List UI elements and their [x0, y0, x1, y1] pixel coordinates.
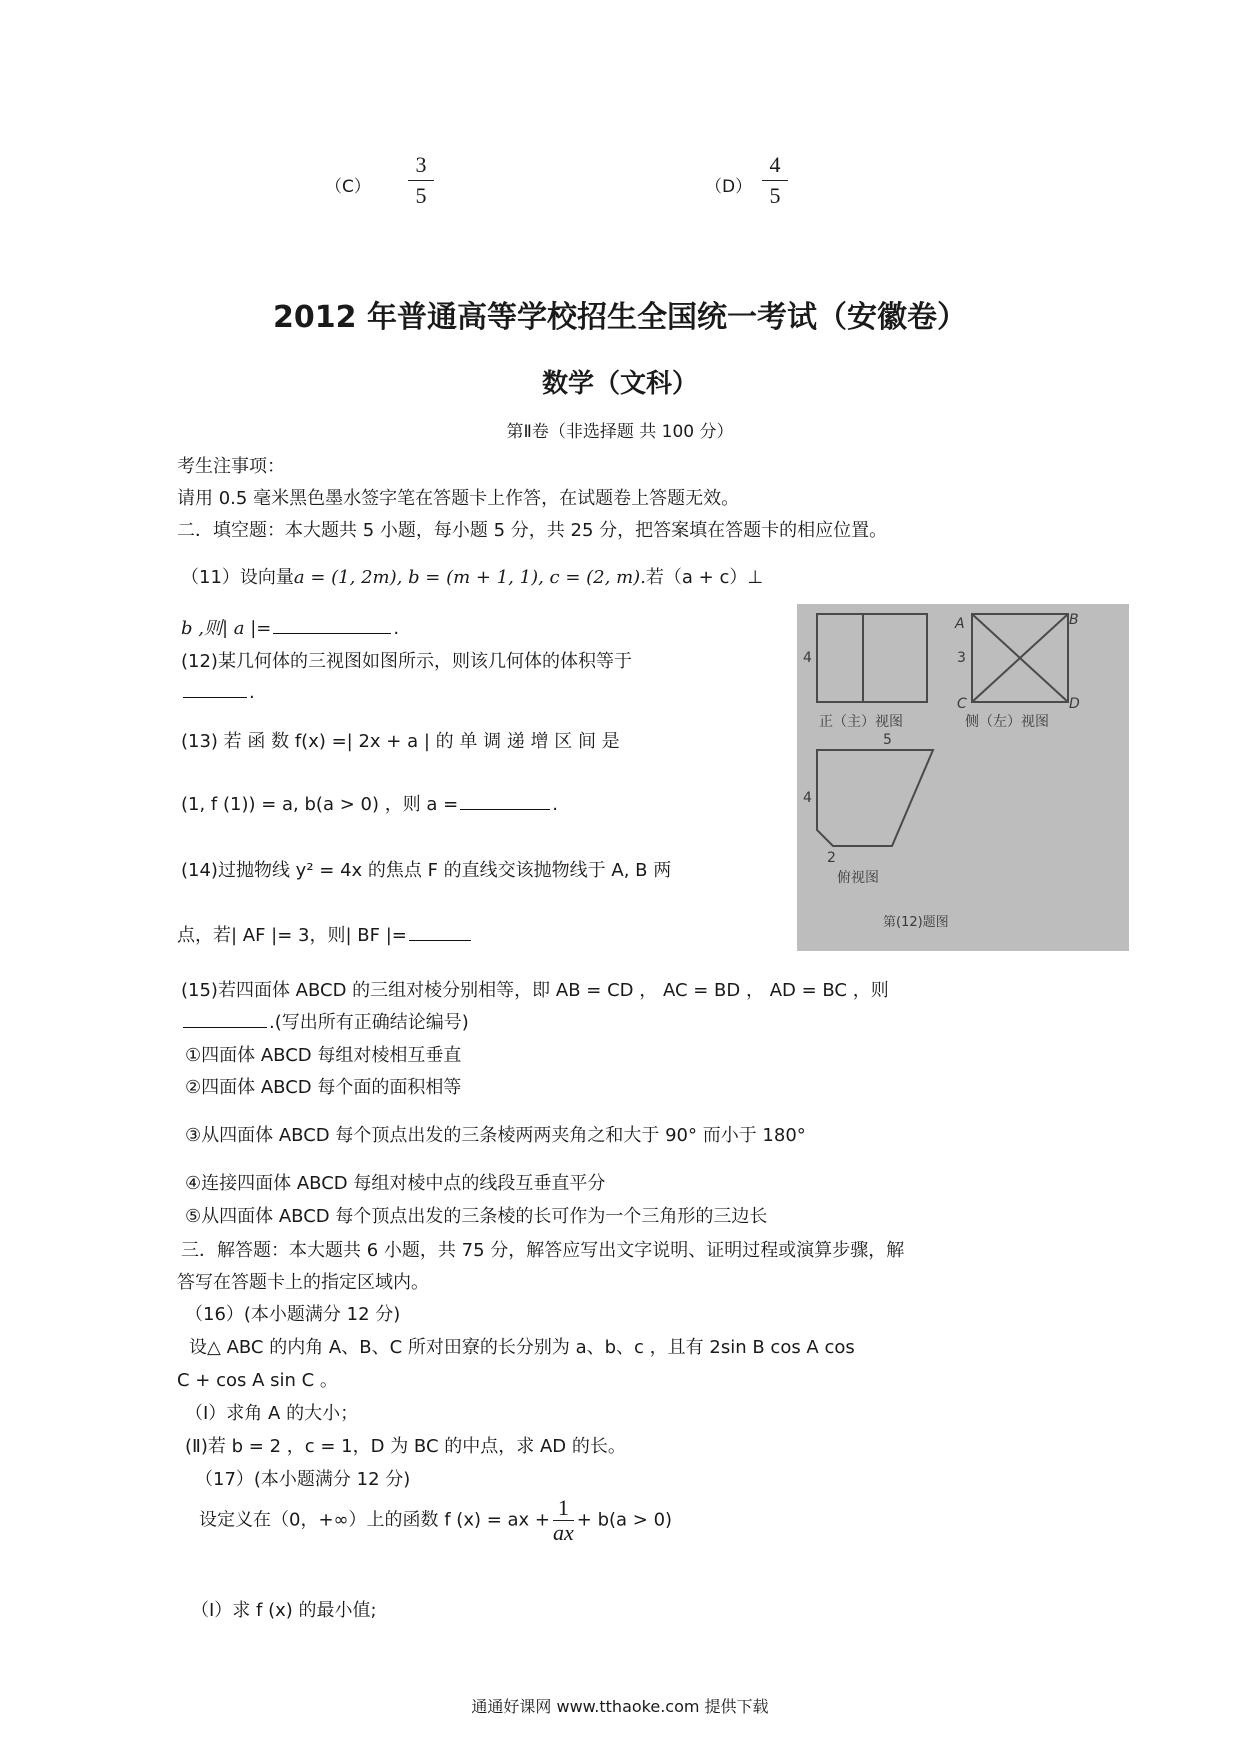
q11-line2: b ,则| a |= . — [181, 618, 400, 639]
option-d-fraction — [762, 152, 788, 209]
part3-heading-line1: 三．解答题：本大题共 6 小题，共 75 分，解答应写出文字说明、证明过程或演算步骤，解 — [181, 1240, 905, 1261]
three-view-figure — [797, 604, 1129, 951]
pt-c: C — [957, 696, 967, 712]
q17-func-suffix: + b(a > 0) — [576, 1509, 673, 1531]
label-front-view: 正（主）视图 — [819, 714, 903, 730]
q14-line2 — [177, 921, 473, 947]
part3-heading-line2: 答写在答题卡上的指定区域内。 — [177, 1272, 429, 1293]
q11-line1 — [181, 563, 763, 589]
q15-answer-blank — [183, 1026, 267, 1028]
dim-4-front: 4 — [803, 650, 812, 666]
q12-line2: . — [181, 682, 255, 703]
q16-head: （16）(本小题满分 12 分) — [185, 1304, 401, 1325]
q16-part2: (Ⅱ)若 b = 2 ，c = 1，D 为 BC 的中点，求 AD 的长。 — [185, 1436, 626, 1457]
pt-b: B — [1069, 612, 1079, 628]
q17-frac-den: ax — [553, 1520, 574, 1545]
q11-answer-blank — [273, 632, 391, 634]
q15-line2 — [181, 1008, 469, 1034]
option-c-numerator: 3 — [408, 152, 434, 181]
q13-ask: (1, f (1)) = a, b(a > 0) ，则 a = — [181, 794, 459, 815]
dim-4-top: 4 — [803, 790, 812, 806]
dim-5-top: 5 — [883, 732, 892, 748]
q13-line1: (13) 若 函 数 f(x) =| 2x + a | 的 单 调 递 增 区 间 是 — [181, 731, 620, 752]
q11-vectors: a = (1, 2m), b = (m + 1, 1), c = (2, m). — [293, 567, 646, 588]
pt-a: A — [955, 616, 965, 632]
label-top-view: 俯视图 — [837, 870, 879, 886]
figure-caption: 第(12)题图 — [883, 915, 949, 930]
q16-line2: C + cos A sin C 。 — [177, 1370, 338, 1391]
q15-item-1: ①四面体 ABCD 每组对棱相互垂直 — [185, 1045, 462, 1066]
q16-line1: 设△ ABC 的内角 A、B、C 所对田寮的长分别为 a、b、c ，且有 2sin B cos A cos — [189, 1337, 855, 1358]
notice-body: 请用 0.5 毫米黑色墨水签字笔在答题卡上作答，在试题卷上答题无效。 — [177, 488, 740, 509]
pt-d: D — [1069, 696, 1080, 712]
option-d-denominator: 5 — [769, 183, 781, 208]
q16-part1: （Ⅰ）求角 A 的大小； — [185, 1403, 359, 1424]
q17-fraction — [553, 1496, 574, 1545]
option-c-denominator: 5 — [415, 183, 427, 208]
q17-frac-num: 1 — [553, 1496, 574, 1521]
page-footer: 通通好课网 www.tthaoke.com 提供下载 — [471, 1697, 769, 1716]
q11-ask: b ,则| a |= — [181, 618, 272, 639]
q17-line1 — [199, 1496, 672, 1545]
dim-3-side: 3 — [957, 650, 966, 666]
label-side-view: 侧（左）视图 — [965, 714, 1049, 730]
option-d-numerator: 4 — [762, 152, 788, 181]
exam-title: 2012 年普通高等学校招生全国统一考试（安徽卷） — [273, 300, 967, 335]
q12-line1: (12)某几何体的三视图如图所示，则该几何体的体积等于 — [181, 651, 632, 672]
q14-answer-blank — [409, 939, 471, 941]
q15-item-3: ③从四面体 ABCD 每个顶点出发的三条棱两两夹角之和大于 90° 而小于 180° — [185, 1125, 806, 1146]
q11-suffix: 若（a + c）⊥ — [645, 567, 764, 588]
q12-answer-blank — [183, 696, 247, 698]
q14-ask: 点，若| AF |= 3，则| BF |= — [177, 925, 407, 946]
q17-part1: （Ⅰ）求 f (x) 的最小值; — [191, 1600, 377, 1621]
exam-subtitle: 数学（文科） — [541, 369, 698, 399]
q15-line1: (15)若四面体 ABCD 的三组对棱分别相等，即 AB = CD ， AC = BD ， AD = BC ，则 — [181, 980, 889, 1001]
q13-line2: (1, f (1)) = a, b(a > 0) ，则 a = . — [181, 794, 558, 815]
q13-answer-blank — [460, 808, 550, 810]
q11-prefix: （11）设向量 — [181, 567, 294, 588]
notice-title: 考生注事项： — [177, 456, 285, 477]
option-c-fraction — [408, 152, 434, 209]
q17-head: （17）(本小题满分 12 分) — [195, 1469, 411, 1490]
q14-line1: (14)过抛物线 y² = 4x 的焦点 F 的直线交该抛物线于 A, B 两 — [181, 860, 672, 881]
part2-heading: 二．填空题：本大题共 5 小题，每小题 5 分，共 25 分，把答案填在答题卡的相应位置。 — [177, 520, 888, 541]
q15-item-2: ②四面体 ABCD 每个面的面积相等 — [185, 1077, 462, 1098]
dim-2-top: 2 — [827, 850, 836, 866]
option-c-label: （C） — [325, 177, 371, 197]
option-d-label: （D） — [705, 177, 753, 197]
q15-instruction: .(写出所有正确结论编号) — [269, 1012, 469, 1033]
section-heading: 第Ⅱ卷（非选择题 共 100 分） — [506, 422, 734, 442]
q17-func-prefix: 设定义在（0，+∞）上的函数 f (x) = ax + — [199, 1509, 551, 1531]
q15-item-5: ⑤从四面体 ABCD 每个顶点出发的三条棱的长可作为一个三角形的三边长 — [185, 1206, 768, 1227]
q15-item-4: ④连接四面体 ABCD 每组对棱中点的线段互垂直平分 — [185, 1173, 606, 1194]
